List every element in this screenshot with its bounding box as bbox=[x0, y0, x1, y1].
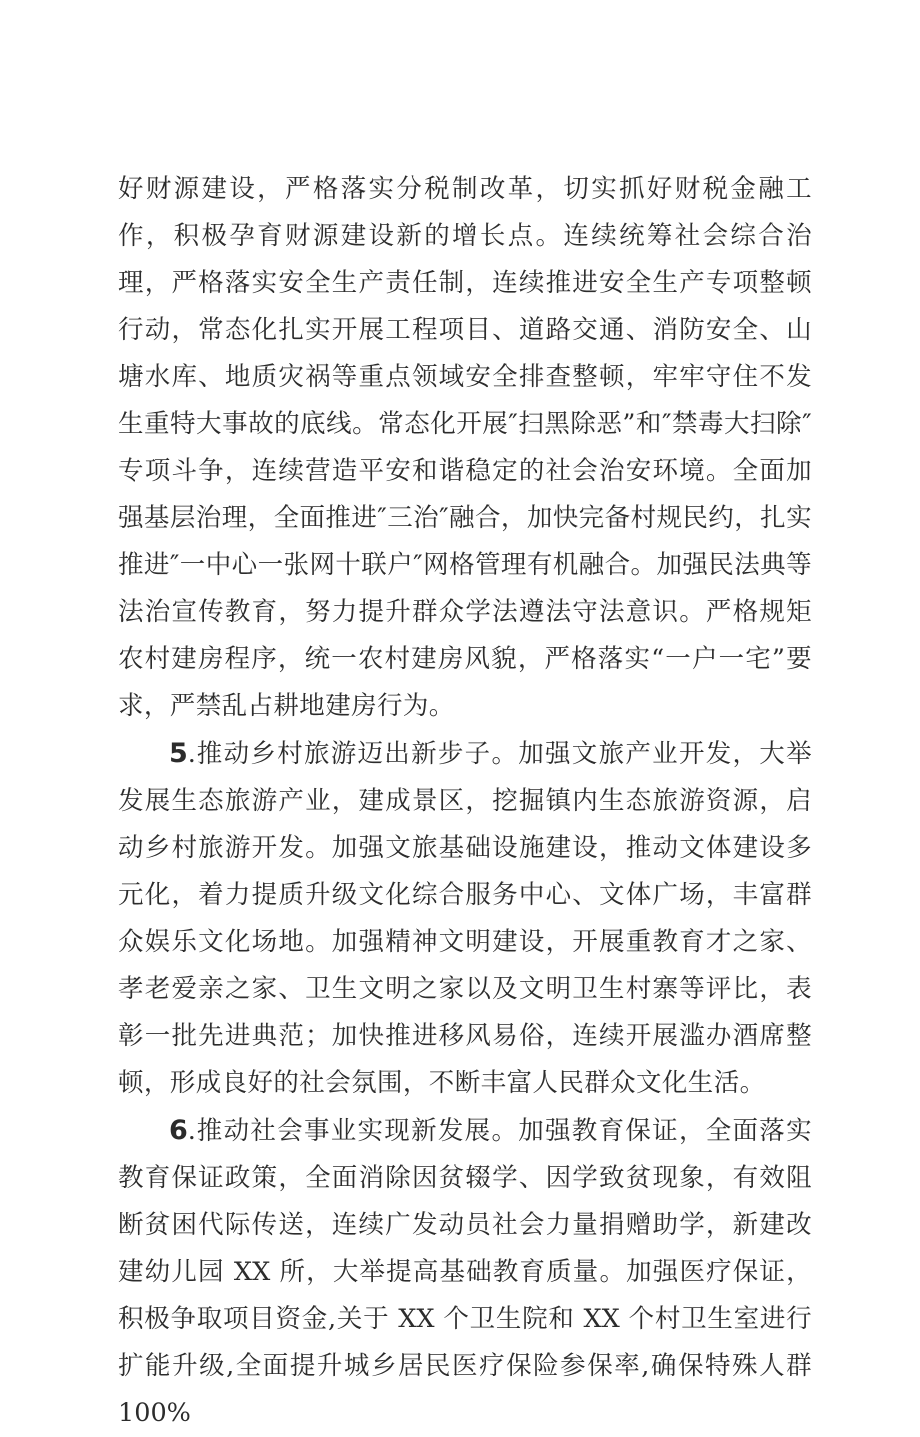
placeholder-count-village-clinics: XX bbox=[583, 1304, 620, 1334]
document-text-body bbox=[118, 166, 812, 1437]
paragraph-continued: 好财源建设，严格落实分税制改革，切实抓好财税金融工作，积极孕育财源建设新的增长点。连续统筹社会综合治理，严格落实安全生产责任制，连续推进安全生产专项整顿行动，常态化扎实开展工程项目、道路交通、消防安全、山塘水库、地质灾祸等重点领域安全排查整顿，牢牢守住不发生重特大事故的底线。常态化开展″扫黑除恶”和″禁毒大扫除″专项斗争，连续营造平安和谐稳定的社会治安环境。全面加强基层治理，全面推进″三治″融合，加快完备村规民约，扎实推进″一中心一张网十联户″网格管理有机融合。加强民法典等法治宣传教育，努力提升群众学法遵法守法意识。严格规矩农村建房程序，统一农村建房风貌，严格落实“一户一宅”要求，严禁乱占耕地建房行为。 bbox=[118, 174, 812, 721]
paragraph-item-5 bbox=[118, 730, 812, 1107]
paragraph-item-5-text: 推动乡村旅游迈出新步子。加强文旅产业开发，大举发展生态旅游产业，建成景区，挖掘镇内生态旅游资源，启动乡村旅游开发。加强文旅基础设施建设，推动文体建设多元化，着力提质升级文化综合服务中心、文体广场，丰富群众娱乐文化场地。加强精神文明建设，开展重教育才之家、孝老爱亲之家、卫生文明之家以及文明卫生村寨等评比，表彰一批先进典范；加快推进移风易俗，连续开展滥办酒席整顿，形成良好的社会氛围，不断丰富人民群众文化生活。 bbox=[118, 739, 812, 1098]
item-number-6-suffix: . bbox=[187, 1116, 196, 1146]
paragraph-item-6-text-part-3: 个卫生院和 bbox=[434, 1304, 584, 1334]
item-number-5: 5 bbox=[169, 738, 188, 769]
paragraph-item-6-text-part-1: 推动社会事业实现新发展。加强教育保证，全面落实教育保证政策，全面消除因贫辍学、因学致贫现象，有效阻断贫困代际传送，连续广发动员社会力量捐赠助学，新建改建幼儿园 bbox=[118, 1116, 812, 1287]
placeholder-count-kindergartens: XX bbox=[233, 1257, 271, 1287]
paragraph-item-6-text-part-2: 所，大举提高基础教育质量。加强医疗保证，积极争取项目资金,关于 bbox=[118, 1257, 812, 1334]
item-number-6: 6 bbox=[169, 1115, 188, 1146]
placeholder-count-health-centers: XX bbox=[398, 1304, 435, 1334]
item-number-5-suffix: . bbox=[187, 739, 196, 769]
coverage-percentage: 100% bbox=[118, 1398, 191, 1428]
paragraph-item-6 bbox=[118, 1107, 812, 1437]
paragraph-item-6-text-part-4: 个村卫生室进行扩能升级,全面提升城乡居民医疗保险参保率,确保特殊人群 bbox=[118, 1304, 813, 1381]
